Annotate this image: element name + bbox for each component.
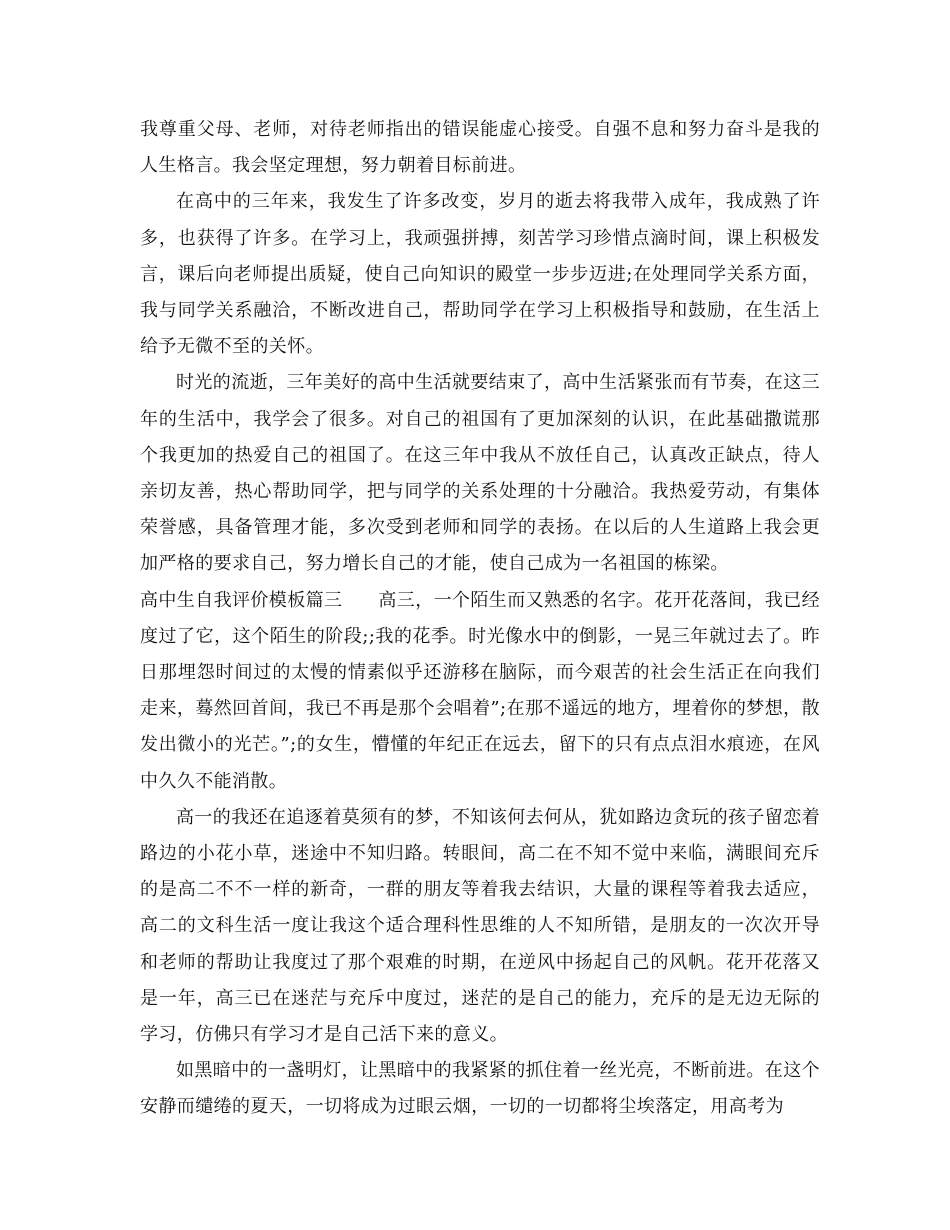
section-heading: 高中生自我评价模板篇三 — [140, 589, 343, 611]
paragraph-4-text: 高三，一个陌生而又熟悉的名字。花开花落间，我已经度过了它，这个陌生的阶段;;我的花季。时光像水中的倒影，一晃三年就过去了。昨日那埋怨时间过的太慢的情素似乎还游移在脑际，而今艰苦的社会生活正在向我们走来，蓦然回首间，我已不再是那个会唱着”;在那不遥远的地方，埋着你的梦想，散发出微小的光芒。”;的女生，懵懂的年纪正在远去，留下的只有点点泪水痕迹，在风中久久不能消散。 — [140, 589, 821, 792]
paragraph-2: 在高中的三年来，我发生了许多改变，岁月的逝去将我带入成年，我成熟了许多，也获得了许多。在学习上，我顽强拼搏，刻苦学习珍惜点滴时间，课上积极发言，课后向老师提出质疑，使自己向知识的殿堂一步步迈进;在处理同学关系方面，我与同学关系融洽，不断改进自己，帮助同学在学习上积极指导和鼓励，在生活上给予无微不至的关怀。 — [140, 191, 820, 358]
paragraph-5: 高一的我还在追逐着莫须有的梦，不知该何去何从，犹如路边贪玩的孩子留恋着路边的小花小草，迷途中不知归路。转眼间，高二在不知不觉中来临，满眼间充斥的是高二不不一样的新奇，一群的朋友等着我去结识，大量的课程等着我去适应，高二的文科生活一度让我这个适合理科性思维的人不知所错，是朋友的一次次开导和老师的帮助让我度过了那个艰难的时期，在逆风中扬起自己的风帆。花开花落又是一年，高三已在迷茫与充斥中度过，迷茫的是自己的能力，充斥的是无边无际的学习，仿佛只有学习才是自己活下来的意义。 — [140, 806, 820, 1046]
document-body — [140, 112, 820, 1126]
paragraph-6: 如黑暗中的一盏明灯，让黑暗中的我紧紧的抓住着一丝光亮，不断前进。在这个安静而缱绻的夏天，一切将成为过眼云烟，一切的一切都将尘埃落定，用高考为 — [140, 1060, 820, 1118]
paragraph-4 — [140, 583, 820, 800]
paragraph-3: 时光的流逝，三年美好的高中生活就要结束了，高中生活紧张而有节奏，在这三年的生活中，我学会了很多。对自己的祖国有了更加深刻的认识，在此基础撒谎那个我更加的热爱自己的祖国了。在这三年中我从不放任自己，认真改正缺点，待人亲切友善，热心帮助同学，把与同学的关系处理的十分融洽。我热爱劳动，有集体荣誉感，具备管理才能，多次受到老师和同学的表扬。在以后的人生道路上我会更加严格的要求自己，努力增长自己的才能，使自己成为一名祖国的栋梁。 — [140, 372, 820, 575]
paragraph-1: 我尊重父母、老师，对待老师指出的错误能虚心接受。自强不息和努力奋斗是我的人生格言。我会坚定理想，努力朝着目标前进。 — [140, 119, 820, 177]
